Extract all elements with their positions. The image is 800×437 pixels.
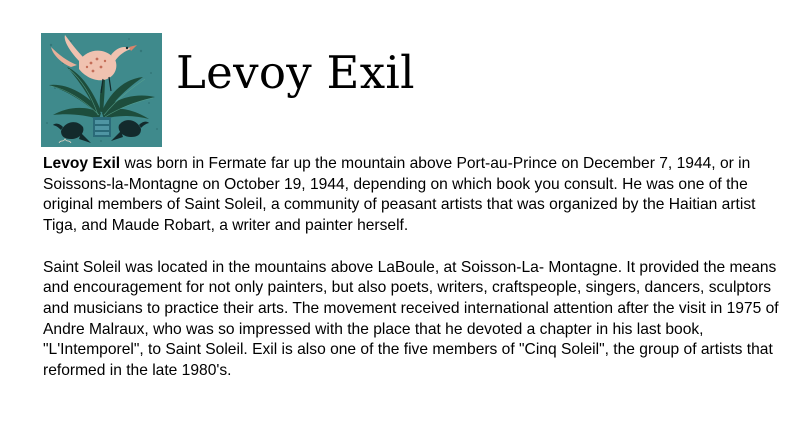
- biography: [43, 154, 788, 402]
- artwork-image: [41, 33, 162, 147]
- bio-paragraph-2: Saint Soleil was located in the mountains above LaBoule, at Soisson-La- Montagne. It provided the means and encouragement for not only painters, but also poets, writers, craftspeople, singers, dancers, sculptors and musicians to practice their arts. The movement received international attention after the visit in 1975 of Andre Malraux, who was so impressed with the place that he devoted a chapter in his last book, "L'Intemporel", to Saint Soleil. Exil is also one of the five members of "Cinq Soleil", the group of artists that reformed in the late 1980's.: [43, 258, 779, 380]
- artist-name: Levoy Exil: [43, 155, 121, 172]
- bio-paragraph-1-text: was born in Fermate far up the mountain above Port-au-Prince on December 7, 1944, or in Soissons-la-Montagne on October 19, 1944, depending on which book you consult. He was one of the original members of Saint Soleil, a community of peasant artists that was organized by the Haitian artist Tiga, and Maude Robart, a writer and painter herself.: [43, 155, 756, 235]
- page-title: Levoy Exil: [176, 46, 415, 99]
- artwork-thumbnail: [41, 33, 162, 147]
- bio-paragraph-1: [43, 154, 788, 237]
